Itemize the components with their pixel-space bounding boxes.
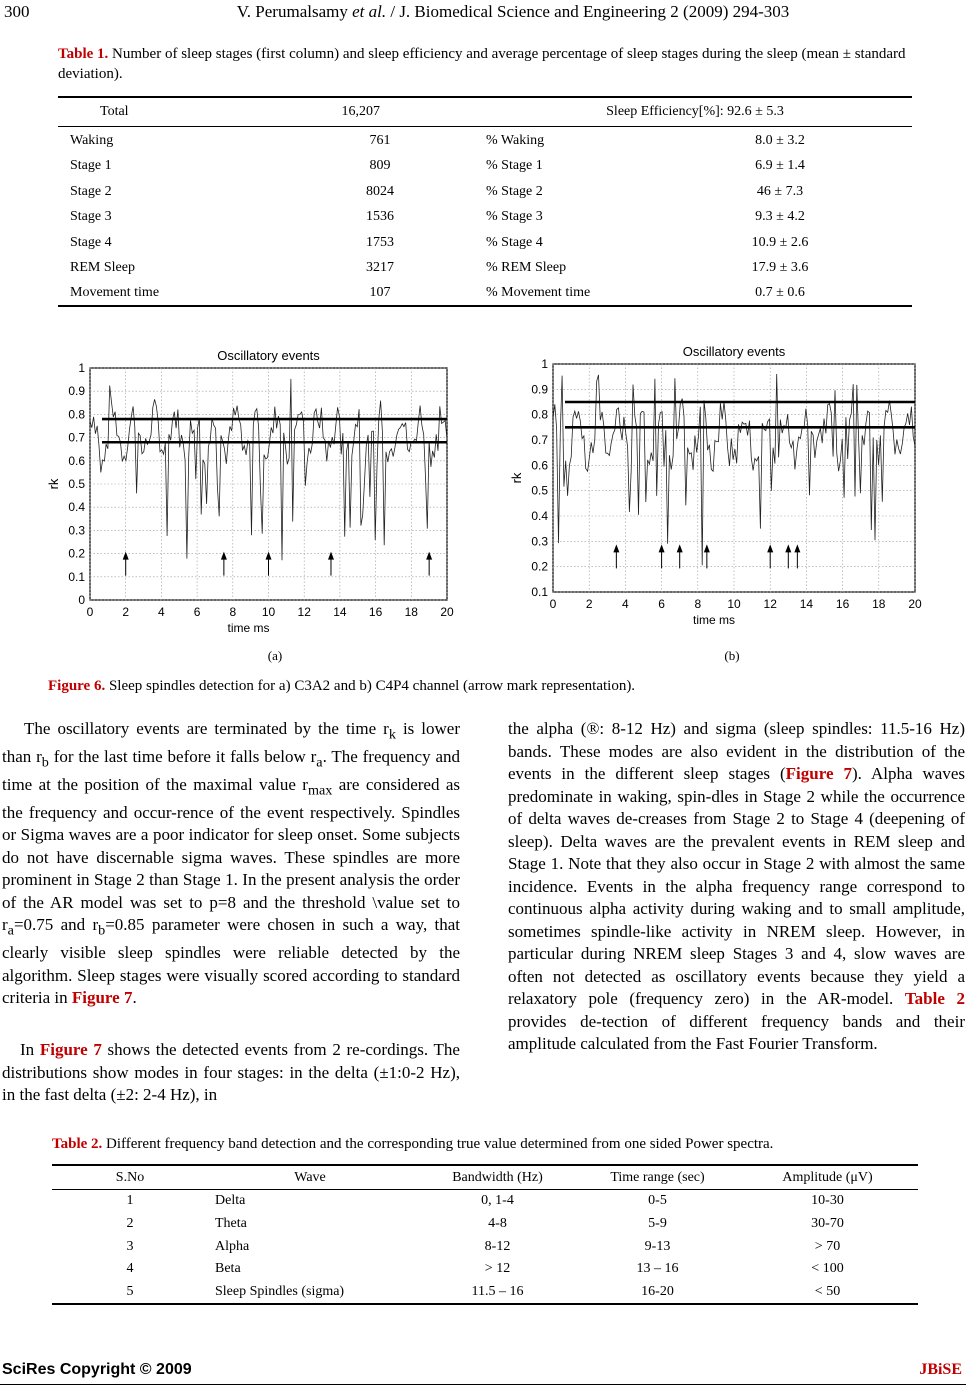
table2-cell: Alpha: [215, 1238, 250, 1254]
table1-cell-pct-label: % Stage 4: [486, 234, 543, 250]
chart-title: Oscillatory events: [682, 344, 786, 359]
x-tick-label: 6: [658, 597, 665, 611]
table1-cell-stage: Stage 3: [70, 209, 112, 225]
body-left-paragraph-2: In Figure 7 shows the detected events from 2 re-cordings. The distributions show modes in four stages: in the delta (±1:0-2 Hz), in the fast delta (±2: 2-4 Hz), in: [2, 1040, 460, 1104]
y-axis-label: rk: [509, 472, 524, 484]
x-axis-label: time ms: [693, 613, 735, 627]
x-axis-label: time ms: [227, 621, 270, 635]
y-tick-label: 1: [541, 357, 548, 371]
table1-cell-stage: Stage 4: [70, 234, 112, 250]
table1-cell-stage: REM Sleep: [70, 260, 135, 275]
table2-cell: 11.5 – 16: [471, 1284, 524, 1300]
table2-cell: 0, 1-4: [481, 1193, 514, 1208]
x-tick-label: 16: [368, 605, 383, 619]
x-tick-label: 4: [622, 597, 629, 611]
table1-cell-count: 3217: [366, 260, 394, 275]
y-tick-label: 0.7: [531, 433, 548, 447]
table1-cell-pct-value: 0.7 ± 0.6: [755, 285, 805, 301]
table2-cell: 13 – 16: [636, 1261, 679, 1277]
table2-bottom-rule: [52, 1303, 918, 1305]
y-tick-label: 0.9: [68, 384, 85, 399]
x-tick-label: 8: [229, 605, 237, 619]
figure6-sublabel-b: (b): [724, 648, 740, 663]
table1-cell-pct-label: % Stage 3: [486, 209, 543, 225]
x-tick-label: 0: [549, 597, 557, 611]
table2-cell: 5: [126, 1284, 134, 1300]
table1-cell-pct-value: 10.9 ± 2.6: [751, 234, 809, 250]
y-tick-label: 0.4: [68, 500, 85, 515]
x-tick-label: 14: [799, 597, 814, 611]
table2-header-cell: Amplitude (μV): [782, 1170, 873, 1185]
table2-header-cell: Wave: [294, 1170, 326, 1185]
footer-journal: JBiSE: [919, 1361, 962, 1378]
y-tick-label: 0.5: [531, 483, 548, 498]
y-tick-label: 1: [78, 361, 85, 375]
table2-cell: 4-8: [488, 1215, 507, 1231]
table2-link[interactable]: Table 2: [904, 989, 965, 1008]
y-tick-label: 0.3: [68, 523, 85, 538]
table1-header-total: Total: [100, 104, 129, 119]
table2-cell: 0-5: [648, 1193, 667, 1208]
figure7-link[interactable]: Figure 7: [785, 764, 853, 783]
table2-cell: 8-12: [484, 1238, 511, 1254]
y-tick-label: 0.6: [68, 453, 85, 468]
table2-cell: Beta: [215, 1261, 241, 1277]
y-axis-label: rk: [46, 478, 61, 490]
table1-cell-pct-label: % Waking: [486, 133, 545, 148]
table1-cell-count: 8024: [366, 183, 394, 199]
table2-cell: < 50: [814, 1284, 841, 1300]
y-tick-label: 0.3: [531, 534, 548, 549]
table2-header-cell: S.No: [115, 1170, 145, 1185]
table2-cell: 16-20: [641, 1284, 674, 1300]
table2-cell: 3: [126, 1238, 134, 1254]
table2-cell: > 70: [814, 1238, 841, 1254]
y-tick-label: 0.5: [68, 477, 85, 491]
table1-bottom-rule: [58, 305, 912, 307]
table1-header-efficiency: Sleep Efficiency[%]: 92.6 ± 5.3: [606, 104, 784, 119]
table1-caption: Table 1. Number of sleep stages (first column) and sleep efficiency and average percentage of sleep stages during the sleep (mean ± standard deviation).: [58, 46, 906, 82]
table2-cell: 2: [126, 1215, 134, 1231]
x-tick-label: 18: [872, 597, 886, 611]
table2-cell: 5-9: [648, 1215, 667, 1231]
y-tick-label: 0: [78, 593, 85, 607]
y-tick-label: 0.2: [68, 546, 85, 561]
chart-title: Oscillatory events: [217, 348, 320, 363]
body-right-paragraph: the alpha (®: 8-12 Hz) and sigma (sleep spindles: 11.5-16 Hz) bands. These modes are also evident in the distribution of the events in the different sleep stages (Figure 7). Alpha waves predominate in waking, spin-dles in Stage 2 while the occurrence of delta waves de-creases from Stage 2 to Stage 4 (deepening of sleep). Delta waves are the prevalent events in REM sleep and Stage 1. Note that they also occur in Stage 2 with almost the same incidence. Events in the alpha frequency range correspond to continuous alpha activity during waking and to small amplitude, sometimes spindle-like activity in NREM sleep. However, in particular during NREM sleep Stages 3 and 4, slow waves are often not detected as oscillatory events because they yield a relaxatory pole (frequency zero) in the AR-model. Table 2 provides de-tection of different frequency bands and their amplitude calculated from the Fast Fourier Transform.: [508, 719, 965, 1053]
x-tick-label: 2: [122, 605, 130, 619]
x-tick-label: 20: [908, 597, 922, 611]
table1-cell-stage: Stage 1: [70, 158, 112, 174]
table1-cell-pct-label: % Stage 2: [486, 183, 543, 199]
table1-cell-pct-value: 6.9 ± 1.4: [755, 158, 805, 174]
figure6-caption: Figure 6. Sleep spindles detection for a) C3A2 and b) C4P4 channel (arrow mark representation).: [48, 678, 636, 694]
table1-cell-count: 1536: [366, 209, 394, 225]
table1-top-rule: [58, 96, 912, 98]
y-tick-label: 0.4: [531, 509, 548, 523]
running-citation: V. Perumalsamy et al. / J. Biomedical Science and Engineering 2 (2009) 294-303: [236, 2, 790, 21]
y-tick-label: 0.1: [531, 585, 548, 599]
table1-cell-pct-value: 9.3 ± 4.2: [755, 209, 805, 225]
x-tick-label: 10: [261, 605, 276, 619]
x-tick-label: 12: [297, 605, 311, 619]
table1-cell-pct-label: % REM Sleep: [486, 260, 567, 275]
table2-cell: < 100: [811, 1261, 844, 1277]
table1-cell-pct-value: 17.9 ± 3.6: [751, 260, 809, 275]
table1-cell-pct-label: % Movement time: [486, 285, 591, 301]
table2-cell: Delta: [215, 1193, 246, 1208]
footer-copyright: SciRes Copyright © 2009: [2, 1361, 192, 1378]
x-tick-label: 20: [440, 605, 454, 619]
table1-cell-pct-value: 8.0 ± 3.2: [755, 133, 805, 148]
table2-cell: > 12: [484, 1261, 511, 1277]
table1-cell-count: 809: [369, 158, 391, 174]
table1-cell-pct-label: % Stage 1: [486, 158, 543, 174]
table2-caption: Table 2. Different frequency band detection and the corresponding true value determined from one sided Power spectra.: [52, 1136, 774, 1152]
table2-cell: 9-13: [644, 1238, 671, 1254]
y-tick-label: 0.6: [531, 458, 548, 473]
table2-cell: 30-70: [811, 1215, 844, 1231]
x-tick-label: 10: [727, 597, 741, 611]
table2-cell: 1: [126, 1193, 134, 1208]
table1-header-count: 16,207: [341, 104, 380, 119]
table2-header-cell: Bandwidth (Hz): [452, 1170, 543, 1185]
body-left-paragraph-1: The oscillatory events are terminated by the time $r_k$ is lower than $r_b$ for the last time before it falls below $r_a$. The frequency and time at the position of the maximal value $r_{max}$ are considered as the frequency and occur-rence of the event respectively. Spindles or Sigma waves are a poor indicator for sleep onset. Some subjects do not have discernable sigma waves. These spindles are more prominent in Stage 2 than Stage 1. In the present analysis the order of the AR model was set to p=8 and the threshold \value set to $r_a=0.75$ and $r_b=0.85$ parameter were chosen in such a way, that clearly visible sleep spindles were reliable detected by the algorithm. Sleep stages were visually scored according to standard criteria in Figure 7.: [2, 719, 461, 1008]
x-tick-label: 2: [585, 597, 593, 611]
x-tick-label: 12: [763, 597, 777, 611]
figure6-panel-b: [505, 336, 925, 636]
x-tick-label: 18: [404, 605, 418, 619]
table2-cell: 4: [126, 1261, 134, 1277]
figure6-sublabel-a: (a): [267, 648, 283, 663]
table1-cell-count: 1753: [366, 234, 394, 250]
figure6-panel-a: [40, 340, 465, 640]
y-tick-label: 0.2: [531, 559, 548, 574]
x-tick-label: 6: [193, 605, 201, 619]
figure7-link[interactable]: Figure 7: [71, 988, 133, 1008]
y-tick-label: 0.8: [531, 407, 548, 422]
x-tick-label: 16: [835, 597, 850, 611]
table2-cell: Theta: [215, 1215, 247, 1231]
table1-cell-stage: Stage 2: [70, 183, 112, 199]
page-header: [0, 2, 966, 26]
table1-cell-stage: Movement time: [70, 285, 160, 301]
x-tick-label: 14: [333, 605, 347, 619]
table2-cell: Sleep Spindles (sigma): [215, 1284, 345, 1300]
x-tick-label: 0: [86, 605, 94, 619]
table2-header-cell: Time range (sec): [610, 1170, 705, 1185]
y-tick-label: 0.1: [68, 569, 85, 584]
table1-cell-pct-value: 46 ± 7.3: [756, 183, 804, 199]
x-tick-label: 4: [158, 605, 165, 619]
table1-header-rule: [58, 126, 912, 127]
y-tick-label: 0.9: [531, 382, 548, 397]
table2-cell: 10-30: [811, 1193, 844, 1208]
x-tick-label: 8: [694, 597, 702, 611]
table1-cell-count: 761: [369, 133, 391, 148]
figure7-link[interactable]: Figure 7: [39, 1040, 102, 1059]
page-number: 300: [4, 2, 30, 21]
table1-cell-stage: Waking: [70, 133, 114, 148]
y-tick-label: 0.7: [68, 430, 85, 445]
y-tick-label: 0.8: [68, 407, 85, 422]
table1-cell-count: 107: [369, 285, 391, 301]
